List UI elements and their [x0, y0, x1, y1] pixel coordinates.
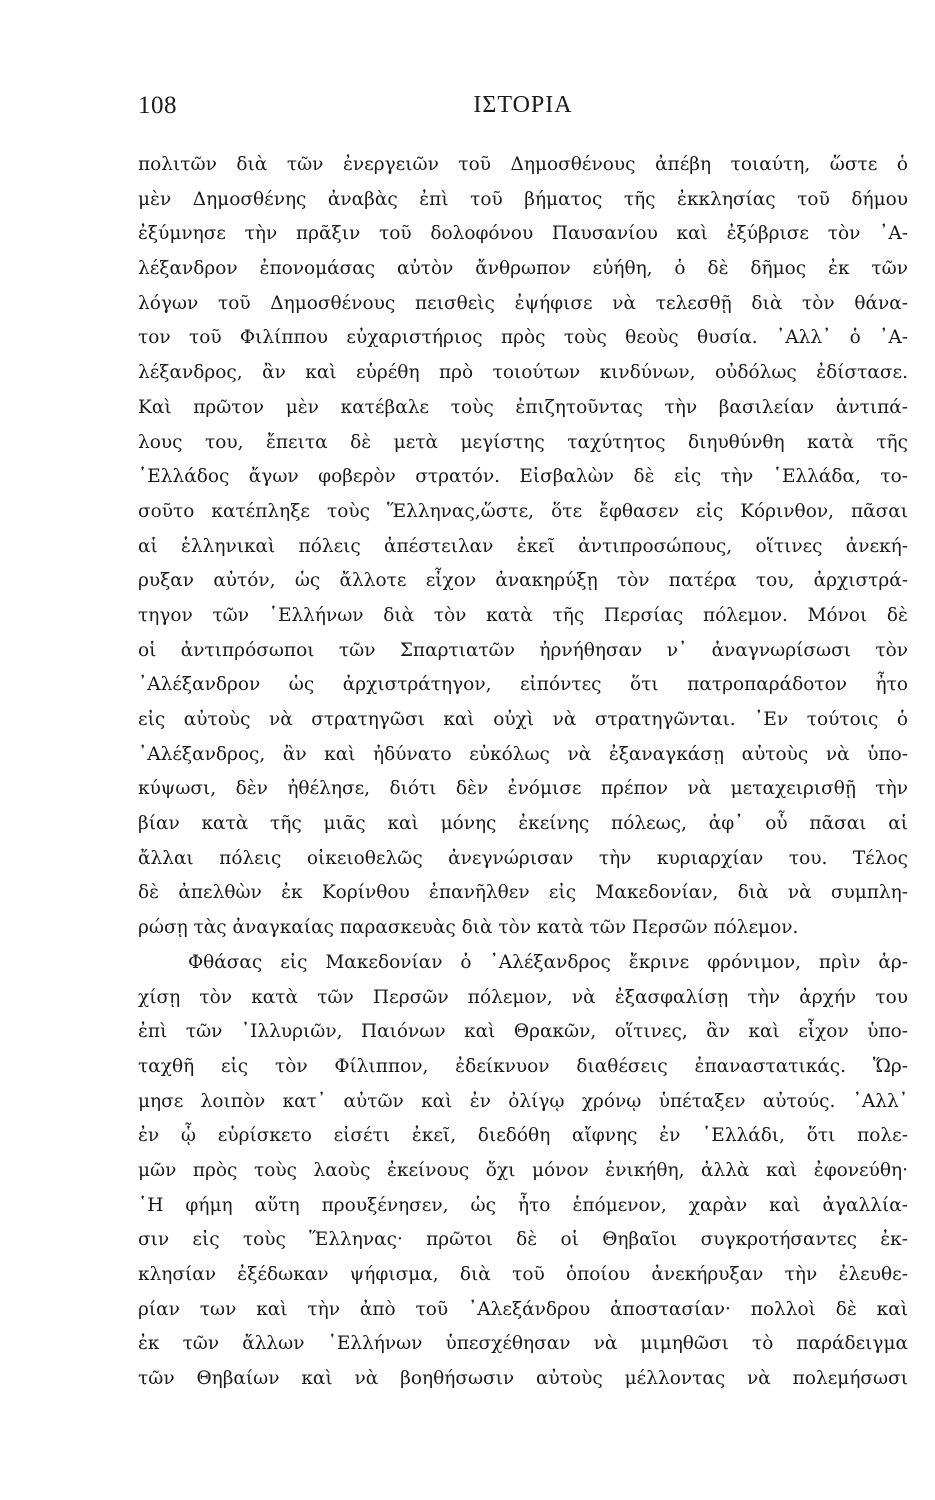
text-line: τηγον τῶν ῾Ελλήνων διὰ τὸν κατὰ τῆς Περσίας πόλεμον. Μόνοι δὲ [138, 604, 908, 626]
text-line: ταχθῆ εἰς τὸν Φίλιππον, ἐδείκνυον διαθέσεις ἐπαναστατικάς. Ὥρ- [138, 1055, 908, 1077]
text-line: λέξανδρον ἐπονομάσας αὐτὸν ἄνθρωπον εὐήθη, ὁ δὲ δῆμος ἐκ τῶν [138, 258, 908, 280]
text-line: τῶν Θηβαίων καὶ νὰ βοηθήσωσιν αὐτοὺς μέλλοντας νὰ πολεμήσωσι [138, 1368, 908, 1390]
text-line: λέξανδρος, ἂν καὶ εὑρέθη πρὸ τοιούτων κινδύνων, οὐδόλως ἐδίστασε. [138, 362, 908, 384]
running-title: ΙΣΤΟΡΙΑ [473, 92, 573, 118]
text-line: ἐκ τῶν ἄλλων ῾Ελλήνων ὑπεσχέθησαν νὰ μιμηθῶσι τὸ παράδειγμα [138, 1333, 908, 1355]
text-line: χίσῃ τὸν κατὰ τῶν Περσῶν πόλεμον, νὰ ἐξασφαλίσῃ τὴν ἀρχήν του [138, 986, 908, 1008]
text-line: ἐν ᾧ εὑρίσκετο εἰσέτι ἐκεῖ, διεδόθη αἴφνης ἐν ῾Ελλάδι, ὅτι πολε- [138, 1125, 908, 1147]
text-line: ᾿Αλέξανδρος, ἂν καὶ ἠδύνατο εὐκόλως νὰ ἐξαναγκάσῃ αὐτοὺς νὰ ὑπο- [138, 743, 908, 765]
text-line: ῾Η φήμη αὕτη προυξένησεν, ὡς ἦτο ἑπόμενον, χαρὰν καὶ ἀγαλλία- [138, 1194, 908, 1216]
text-line: λους του, ἔπειτα δὲ μετὰ μεγίστης ταχύτητος διηυθύνθη κατὰ τῆς [138, 431, 908, 453]
running-head [138, 92, 908, 126]
body-text [138, 148, 908, 1397]
text-line: αἱ ἑλληνικαὶ πόλεις ἀπέστειλαν ἐκεῖ ἀντιπροσώπους, οἵτινες ἀνεκή- [138, 535, 908, 557]
text-line: ἐξύμνησε τὴν πρᾶξιν τοῦ δολοφόνου Παυσανίου καὶ ἐξύβρισε τὸν ᾿Α- [138, 223, 908, 245]
text-line: μησε λοιπὸν κατ᾿ αὐτῶν καὶ ἐν ὀλίγῳ χρόνῳ ὑπέταξεν αὐτούς. ᾿Αλλ᾿ [138, 1090, 908, 1112]
text-line: κύψωσι, δὲν ἠθέλησε, διότι δὲν ἐνόμισε πρέπον νὰ μεταχειρισθῇ τὴν [138, 778, 908, 800]
text-line: σιν εἰς τοὺς Ἕλληνας· πρῶτοι δὲ οἱ Θηβαῖοι συγκροτήσαντες ἐκ- [138, 1229, 908, 1251]
text-line: μῶν πρὸς τοὺς λαοὺς ἐκείνους ὄχι μόνον ἐνικήθη, ἀλλὰ καὶ ἐφονεύθη· [138, 1159, 908, 1181]
text-line: ρίαν των καὶ τὴν ἀπὸ τοῦ ᾿Αλεξάνδρου ἀποστασίαν· πολλοὶ δὲ καὶ [138, 1298, 908, 1320]
page-number: 108 [138, 92, 177, 119]
text-line: σοῦτο κατέπληξε τοὺς Ἕλληνας,ὥστε, ὅτε ἔφθασεν εἰς Κόρινθον, πᾶσαι [138, 500, 908, 522]
text-line: ᾿Αλέξανδρον ὡς ἀρχιστράτηγον, εἰπόντες ὅτι πατροπαράδοτον ἦτο [138, 674, 908, 696]
text-line: μὲν Δημοσθένης ἀναβὰς ἐπὶ τοῦ βήματος τῆς ἐκκλησίας τοῦ δήμου [138, 188, 908, 210]
text-line: κλησίαν ἐξέδωκαν ψήφισμα, διὰ τοῦ ὁποίου ἀνεκήρυξαν τὴν ἐλευθε- [138, 1264, 908, 1285]
text-line: βίαν κατὰ τῆς μιᾶς καὶ μόνης ἐκείνης πόλεως, ἀφ᾿ οὗ πᾶσαι αἱ [138, 813, 908, 835]
text-line: Καὶ πρῶτον μὲν κατέβαλε τοὺς ἐπιζητοῦντας τὴν βασιλείαν ἀντιπά- [138, 396, 908, 418]
text-line: ἐπὶ τῶν ᾿Ιλλυριῶν, Παιόνων καὶ Θρακῶν, οἵτινες, ἂν καὶ εἶχον ὑπο- [138, 1021, 908, 1043]
text-line: εἰς αὐτοὺς νὰ στρατηγῶσι καὶ οὐχὶ νὰ στρατηγῶνται. ᾿Εν τούτοις ὁ [138, 709, 908, 730]
text-line: πολιτῶν διὰ τῶν ἐνεργειῶν τοῦ Δημοσθένους ἀπέβη τοιαύτη, ὥστε ὁ [138, 154, 908, 175]
text-line: ἄλλαι πόλεις οἰκειοθελῶς ἀνεγνώρισαν τὴν κυριαρχίαν του. Τέλος [138, 847, 908, 869]
text-line: τον τοῦ Φιλίππου εὐχαριστήριος πρὸς τοὺς θεοὺς θυσία. ᾿Αλλ᾿ ὁ ᾿Α- [138, 327, 908, 349]
text-line: ῾Ελλάδος ἄγων φοβερὸν στρατόν. Εἰσβαλὼν δὲ εἰς τὴν ῾Ελλάδα, το- [138, 466, 908, 488]
text-line: λόγων τοῦ Δημοσθένους πεισθεὶς ἐψήφισε νὰ τελεσθῇ διὰ τὸν θάνα- [138, 292, 908, 314]
text-line: οἱ ἀντιπρόσωποι τῶν Σπαρτιατῶν ἠρνήθησαν ν᾿ ἀναγνωρίσωσι τὸν [138, 639, 908, 661]
paragraph-first-line: Φθάσας εἰς Μακεδονίαν ὁ ᾿Αλέξανδρος ἔκρινε φρόνιμον, πρὶν ἀρ- [188, 951, 908, 973]
text-line: δὲ ἀπελθὼν ἐκ Κορίνθου ἐπανῆλθεν εἰς Μακεδονίαν, διὰ νὰ συμπλη- [138, 882, 908, 904]
text-line: ρυξαν αὐτόν, ὡς ἄλλοτε εἶχον ἀνακηρύξῃ τὸν πατέρα του, ἀρχιστρά- [138, 570, 908, 592]
text-line: ρώσῃ τὰς ἀναγκαίας παρασκευὰς διὰ τὸν κατὰ τῶν Περσῶν πόλεμον. [138, 917, 799, 939]
